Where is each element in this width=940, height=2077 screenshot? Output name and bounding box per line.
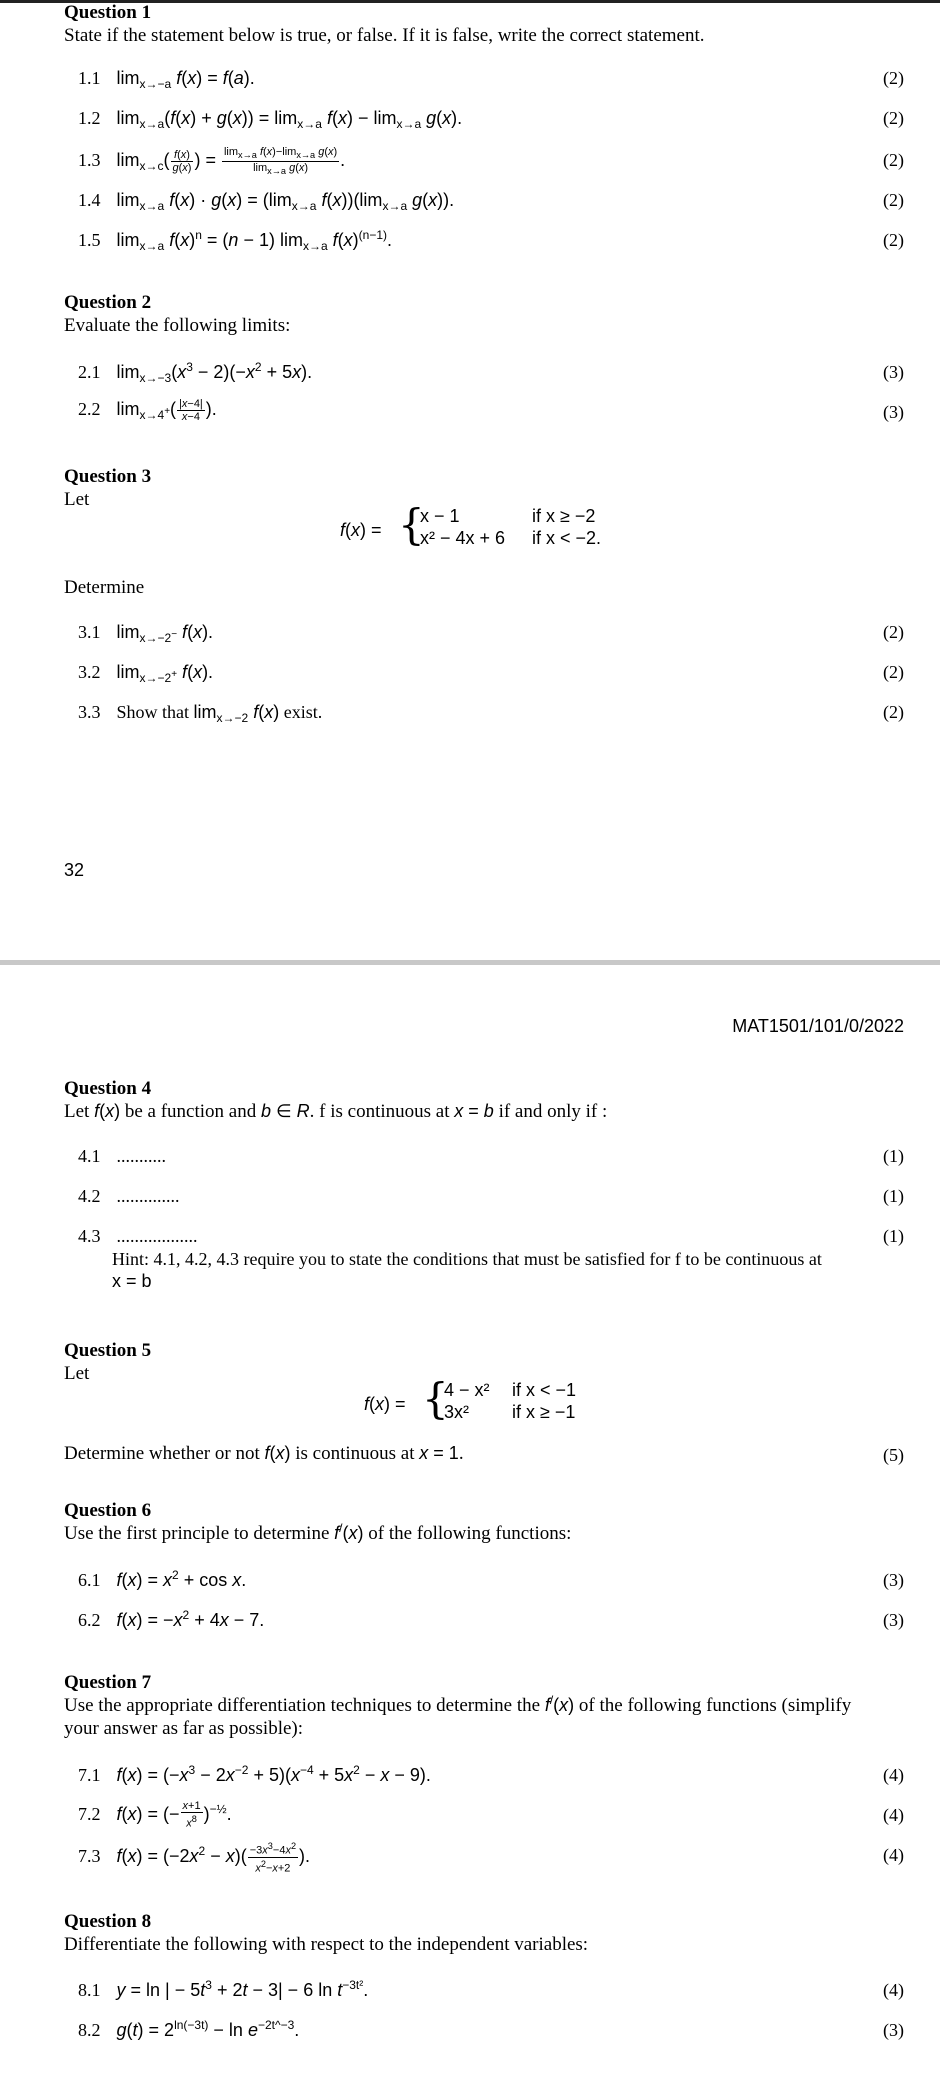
item-number: 4.2: [78, 1186, 101, 1206]
item-1-3: [78, 146, 345, 177]
marks-6-2: (3): [883, 1610, 904, 1630]
marks-3-3: (2): [883, 702, 904, 722]
q6-math-fprime: f/(x): [334, 1521, 364, 1543]
q7-intro-b: of the following functions (simplify: [574, 1695, 852, 1716]
item-6-1: [78, 1570, 246, 1591]
marks-3-2: (2): [883, 662, 904, 682]
item-number: 8.1: [78, 1980, 101, 2000]
piece-1-expression: x − 1: [420, 506, 460, 526]
q4-intro-b: be a function and: [120, 1101, 261, 1122]
item-1-1: [78, 68, 255, 89]
item-2-1: [78, 362, 312, 383]
piece-1-condition: if x < −1: [512, 1380, 577, 1400]
item-7-3: [78, 1840, 310, 1874]
marks-1-1: (2): [883, 68, 904, 88]
q7-math-fprime: f/(x): [544, 1693, 575, 1715]
item-7-1: [78, 1765, 431, 1786]
item-1-4: [78, 190, 454, 211]
formula-3-1: $\lim_{x\to-2^-} f(x)$.: [116, 622, 214, 645]
q5-text-b: is continuous at: [290, 1443, 420, 1464]
q5-math-fx: f(x): [264, 1443, 291, 1463]
item-3-2: [78, 662, 213, 683]
item-number: 7.3: [78, 1845, 101, 1866]
function-label: f(x) =: [340, 520, 382, 540]
item-number: 6.1: [78, 1570, 101, 1590]
question-8-title: Question 8: [64, 1911, 152, 1932]
q4-intro-a: Let: [64, 1101, 95, 1122]
question-6-intro: [64, 1523, 571, 1545]
hint-math: x = b: [112, 1271, 152, 1291]
marks-4-2: (1): [883, 1186, 904, 1206]
marks-7-1: (4): [883, 1765, 904, 1785]
hint-text: Hint: 4.1, 4.2, 4.3 require you to state the conditions that must be satisfied for f to be continuous at: [112, 1249, 822, 1269]
marks-8-2: (3): [883, 2020, 904, 2040]
marks-4-1: (1): [883, 1146, 904, 1166]
page-separator: [0, 960, 940, 965]
q4-math-fx: f(x): [94, 1101, 121, 1121]
item-number: 6.2: [78, 1610, 101, 1630]
item-number: 1.4: [78, 190, 101, 210]
formula-8-2: $g(t) = 2^{ln(-3t)} - \ln e^{-2t\^{}-3}$.: [116, 2018, 300, 2040]
marks-1-3: (2): [883, 150, 904, 170]
item-number: 4.3: [78, 1226, 101, 1246]
q5-text-a: Determine whether or not: [64, 1443, 265, 1464]
formula-2-1: $\lim_{x\to-3}(x^3 - 2)(-x^2 + 5x)$.: [116, 360, 313, 385]
q4-intro-c: . f is continuous at: [309, 1101, 455, 1122]
piece-1-condition: if x ≥ −2: [532, 506, 596, 526]
marks-1-5: (2): [883, 230, 904, 250]
left-brace: {: [422, 1374, 449, 1423]
item-number: 8.2: [78, 2020, 101, 2040]
item-1-2: [78, 108, 462, 129]
question-2-intro: Evaluate the following limits:: [64, 315, 291, 336]
question-8-intro: Differentiate the following with respect to the independent variables:: [64, 1934, 589, 1955]
page-2: [0, 980, 940, 2077]
q5-math-x-eq-1: x = 1: [419, 1443, 459, 1463]
piece-2-expression: 3x²: [444, 1402, 470, 1422]
marks-1-2: (2): [883, 108, 904, 128]
item-4-1: [78, 1146, 166, 1167]
question-7-title: Question 7: [64, 1672, 152, 1693]
item-number: 1.1: [78, 68, 101, 88]
q5-text-c: .: [458, 1443, 464, 1464]
marks-4-3: (1): [883, 1226, 904, 1246]
formula-3-2: $\lim_{x\to-2^+} f(x)$.: [116, 662, 214, 685]
function-label: f(x) =: [364, 1394, 406, 1414]
item-number: 3.1: [78, 622, 101, 642]
q6-intro-b: of the following functions:: [363, 1523, 572, 1544]
item-number: 2.2: [78, 399, 101, 420]
formula-1-1: $\lim_{x\to-a} f(x) = f(a)$.: [116, 68, 255, 91]
course-code: MAT1501/101/0/2022: [732, 1016, 904, 1036]
formula-6-2: $f(x) = -x^2 + 4x - 7$.: [116, 1608, 265, 1630]
piece-2-expression: x² − 4x + 6: [420, 528, 506, 548]
formula-6-1: $f(x) = x^2 + \cos x$.: [116, 1568, 247, 1590]
formula-8-1: y = ln | − $5t^3 + 2t - 3| - 6$ $\ln t^{-3t^2}$.: [116, 1978, 369, 2000]
question-7-intro: [64, 1695, 851, 1717]
question-3-title: Question 3: [64, 466, 152, 487]
formula-7-1: $f(x) = (-x^3 - 2x^{-2} + 5)(x^{-4} + 5x^2 - x - 9)$.: [116, 1763, 431, 1785]
item-number: 3.3: [78, 702, 101, 722]
q4-intro-d: if and only if :: [493, 1101, 608, 1122]
marks-7-2: (4): [883, 1805, 904, 1825]
piece-1-expression: 4 − x²: [444, 1380, 490, 1400]
item-number: 7.2: [78, 1803, 101, 1824]
item-3-3-text-start: Show that: [116, 702, 194, 722]
formula-1-4: $\lim_{x\to a} f(x) \cdot g(x) = (\lim_{x\to a}$ $f(x))(\lim_{x\to a}$ g(x)).: [116, 190, 455, 213]
marks-7-3: (4): [883, 1845, 904, 1865]
question-3-let: Let: [64, 489, 90, 510]
formula-1-3: $\lim_{x\to c}$( $\frac{f(x)}{g(x)}$ ) = $\frac{\lim_{x\to a} f(x)-\lim_{x\to a} g(x)}{\lim_{x\to a} g(x)}$ .: [116, 146, 346, 177]
item-1-5: [78, 230, 392, 251]
marks-2-1: (3): [883, 362, 904, 382]
formula-3-3: $\lim_{x\to-2} f(x)$: [193, 702, 280, 725]
item-3-3: [78, 702, 322, 723]
answer-blank-4-2: ..............: [116, 1186, 180, 1206]
item-3-3-text-end: exist.: [279, 702, 323, 722]
question-5-text: [64, 1443, 464, 1465]
question-4-title: Question 4: [64, 1078, 152, 1099]
formula-7-2: f(x) = (− $\frac{x+1}{x^8}$ )$^{-\frac{1}{2}}$.: [116, 1800, 232, 1830]
formula-1-2: $\lim_{x\to a}(f(x) + g(x)) = \lim_{x\to a} f(x) - \lim_{x\to a} g(x)$.: [116, 108, 463, 131]
item-number: 3.2: [78, 662, 101, 682]
formula-1-5: $\lim_{x\to a} f(x)^n = (n - 1)$ $\lim_{x\to a} f(x)^{(n-1)}$.: [116, 228, 393, 253]
item-number: 1.2: [78, 108, 101, 128]
question-4-hint: [112, 1248, 904, 1292]
question-7-intro-line2: your answer as far as possible):: [64, 1718, 304, 1739]
item-4-3: [78, 1226, 198, 1247]
item-number: 1.3: [78, 150, 101, 171]
marks-3-1: (2): [883, 622, 904, 642]
item-8-2: [78, 2020, 299, 2041]
q4-math-b-in-r: b ∈ R: [260, 1101, 310, 1121]
q4-math-x-eq-b: x = b: [454, 1101, 494, 1121]
question-1-title: Question 1: [64, 2, 152, 23]
page-1: [0, 0, 940, 960]
q7-intro-a: Use the appropriate differentiation techniques to determine the: [64, 1695, 545, 1716]
formula-2-2: $\lim_{x\to 4^+}$( $\frac{|x-4|}{x-4}$ ).: [116, 398, 217, 423]
question-5-let: Let: [64, 1363, 90, 1384]
piece-2-condition: if x ≥ −1: [512, 1402, 576, 1422]
page-number: 32: [64, 860, 85, 880]
question-3-determine: Determine: [64, 577, 145, 598]
question-4-intro: [64, 1101, 607, 1123]
marks-1-4: (2): [883, 190, 904, 210]
item-8-1: [78, 1980, 368, 2001]
piece-2-condition: if x < −2.: [532, 528, 602, 548]
item-3-1: [78, 622, 213, 643]
answer-blank-4-1: ...........: [116, 1146, 166, 1166]
item-2-2: [78, 398, 217, 423]
marks-2-2: (3): [883, 402, 904, 422]
left-brace: {: [398, 500, 425, 549]
item-4-2: [78, 1186, 180, 1207]
item-number: 4.1: [78, 1146, 101, 1166]
item-6-2: [78, 1610, 264, 1631]
marks-6-1: (3): [883, 1570, 904, 1590]
marks-5: (5): [883, 1445, 904, 1465]
marks-8-1: (4): [883, 1980, 904, 2000]
question-5-title: Question 5: [64, 1340, 152, 1361]
q6-intro-a: Use the first principle to determine: [64, 1523, 335, 1544]
item-number: 2.1: [78, 362, 101, 382]
formula-7-3: $f(x) = (-2x^2 - x)$( $\frac{-3x^3-4x^2}{x^2-x+2}$ ).: [116, 1841, 311, 1875]
question-6-title: Question 6: [64, 1500, 152, 1521]
item-7-2: [78, 1800, 232, 1830]
item-number: 1.5: [78, 230, 101, 250]
question-2-title: Question 2: [64, 292, 152, 313]
item-number: 7.1: [78, 1765, 101, 1785]
answer-blank-4-3: ..................: [116, 1226, 198, 1246]
question-1-intro: State if the statement below is true, or false. If it is false, write the correct statement.: [64, 25, 705, 46]
